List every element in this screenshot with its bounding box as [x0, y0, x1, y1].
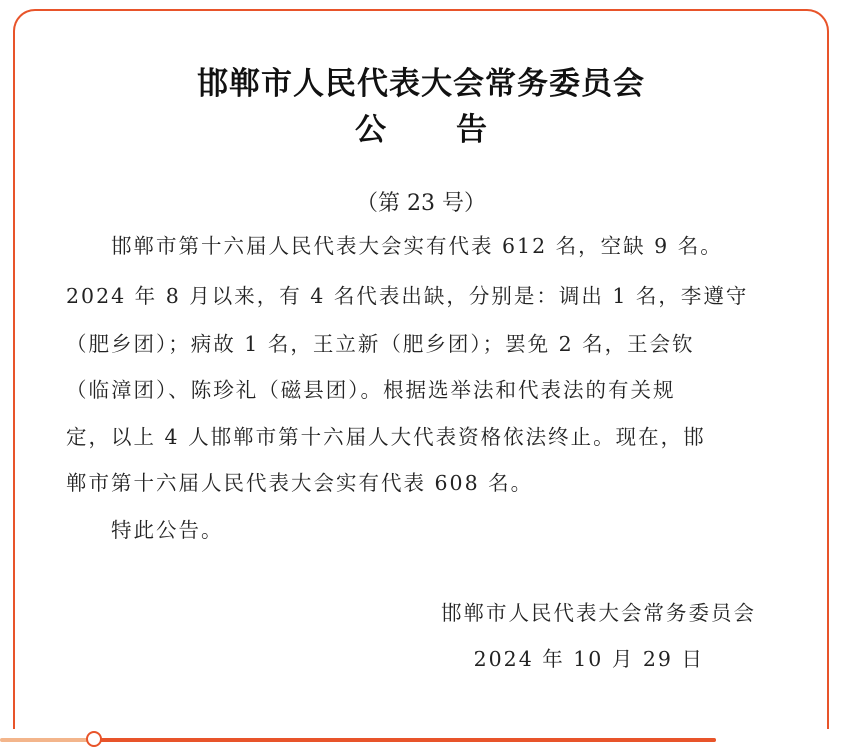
body-line: 2024 年 8 月以来，有 4 名代表出缺，分别是：调出 1 名，李遵守	[66, 284, 749, 308]
body-line: （临漳团）、陈珍礼（磁县团）。根据选举法和代表法的有关规	[66, 378, 676, 402]
notice-number: （第 23 号）	[356, 191, 486, 216]
body-line: （肥乡团）；病故 1 名，王立新（肥乡团）；罢免 2 名，王会钦	[66, 332, 695, 356]
closing-line: 特此公告。	[111, 518, 224, 542]
notice-subtitle: 公告	[355, 112, 557, 148]
signature-date: 2024 年 10 月 29 日	[473, 647, 704, 671]
progress-slider-handle[interactable]	[86, 731, 102, 747]
body-line: 定，以上 4 人邯郸市第十六届人大代表资格依法终止。现在，邯	[66, 425, 706, 449]
notice-title: 邯郸市人民代表大会常务委员会	[197, 66, 645, 102]
body-line: 邯郸市第十六届人民代表大会实有代表 612 名，空缺 9 名。	[111, 234, 723, 258]
signature-organization: 邯郸市人民代表大会常务委员会	[441, 601, 756, 625]
progress-fill	[96, 738, 716, 742]
body-line: 郸市第十六届人民代表大会实有代表 608 名。	[66, 471, 534, 495]
